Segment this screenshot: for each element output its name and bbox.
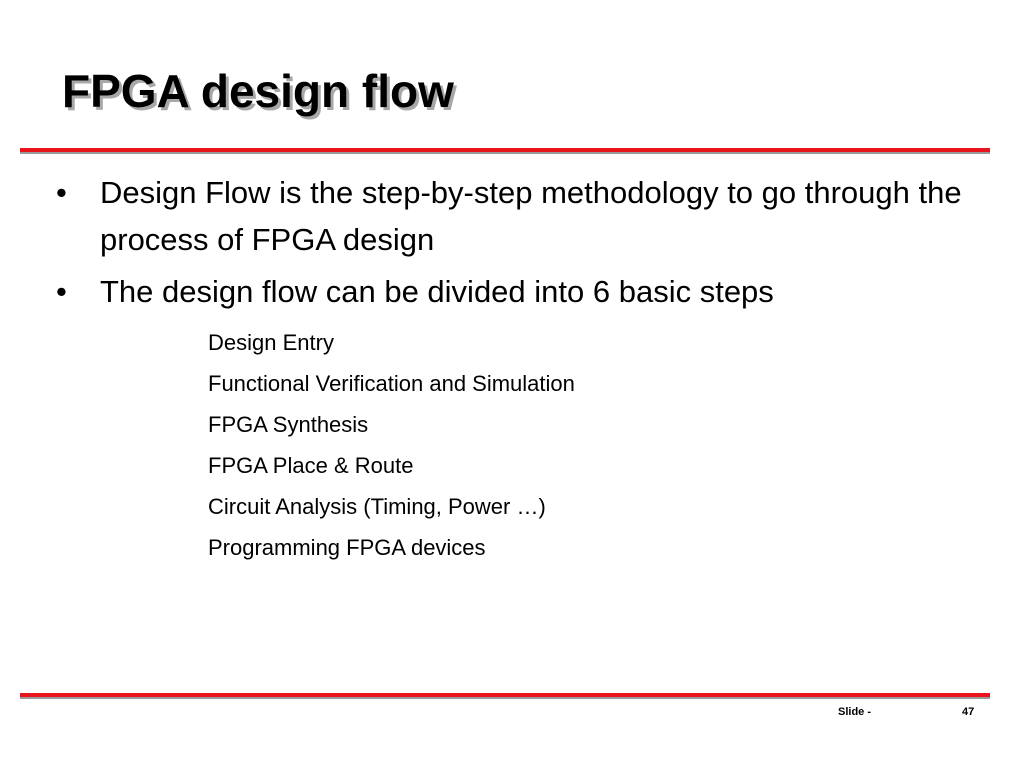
top-divider (20, 148, 990, 154)
step-item: Design Entry (208, 329, 334, 355)
steps-list (100, 322, 966, 568)
step-item: Programming FPGA devices (208, 534, 486, 560)
bullet-dot: • (56, 274, 67, 309)
bullet-item (56, 170, 966, 263)
slide-title: FPGA design flow (62, 65, 454, 117)
bullet-list (56, 170, 966, 568)
step-item: FPGA Place & Route (208, 452, 414, 478)
bullet-text: The design flow can be divided into 6 basic steps (100, 274, 774, 309)
bullet-dot: • (56, 175, 67, 210)
slide-number: 47 (962, 706, 975, 718)
step-item: Circuit Analysis (Timing, Power …) (208, 493, 546, 519)
slide-content (56, 170, 966, 574)
bottom-divider (20, 693, 990, 699)
bullet-text: Design Flow is the step-by-step methodology to go through the process of FPGA design (100, 175, 962, 257)
bullet-item (56, 269, 966, 568)
step-item: Functional Verification and Simulation (208, 370, 575, 396)
step-item: FPGA Synthesis (208, 411, 369, 437)
slide-number-label: Slide - (838, 706, 872, 718)
